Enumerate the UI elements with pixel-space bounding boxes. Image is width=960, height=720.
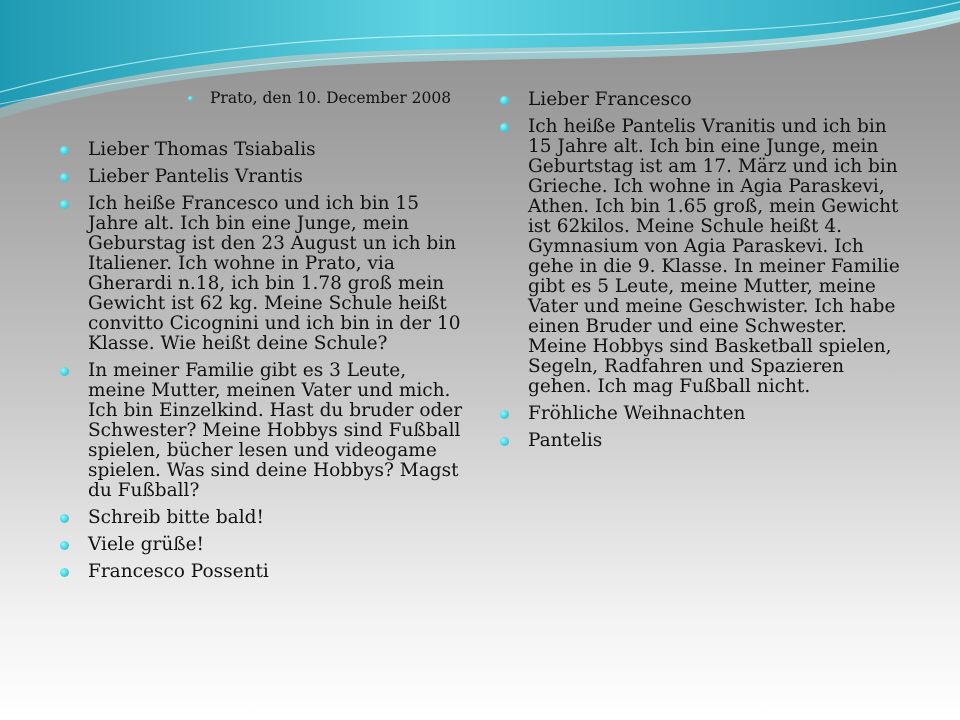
list-item-text: Lieber Pantelis Vrantis	[88, 166, 303, 187]
list-item-text: In meiner Familie gibt es 3 Leute, meine Mutter, meinen Vater und mich. Ich bin Einzelkind. Hast du bruder oder Schwester? Meine Hobbys sind Fußball spielen, bücher lesen und videogame spielen. Was sind deine Hobbys? Magst du Fußball?	[88, 360, 463, 501]
bullet-icon	[60, 541, 69, 550]
bullet-icon	[500, 123, 509, 132]
list-item-text: Fröhliche Weihnachten	[528, 403, 746, 424]
list-item-text: Ich heiße Pantelis Vranitis und ich bin 15 Jahre alt. Ich bin eine Junge, mein Geburtstag ist am 17. März und ich bin Grieche. Ich wohne in Agia Paraskevi, Athen. Ich bin 1.65 groß, mein Gewicht ist 62kilos. Meine Schule heißt 4. Gymnasium von Agia Paraskevi. Ich gehe in die 9. Klasse. In meiner Familie gibt es 5 Leute, meine Mutter, meine Vater und meine Geschwister. Ich habe einen Bruder und eine Schwester. Meine Hobbys sind Basketball spielen, Segeln, Radfahren und Spazieren gehen. Ich mag Fußball nicht.	[528, 116, 900, 397]
bullet-icon	[500, 410, 509, 419]
list-item-text: Francesco Possenti	[88, 561, 269, 582]
list-item	[58, 194, 468, 354]
list-item	[58, 508, 468, 528]
list-item	[58, 535, 468, 555]
list-item-text: Lieber Francesco	[528, 89, 692, 110]
bullet-icon	[60, 173, 69, 182]
list-item-text: Viele grüße!	[88, 534, 204, 555]
list-item-text: Lieber Thomas Tsiabalis	[88, 139, 316, 160]
bullet-icon	[60, 200, 69, 209]
right-letter-column	[498, 90, 908, 458]
list-item	[498, 404, 908, 424]
list-item	[58, 361, 468, 501]
date-line-item	[58, 88, 468, 108]
list-item	[498, 117, 908, 397]
list-item	[498, 90, 908, 110]
bullet-icon	[60, 367, 69, 376]
bullet-icon	[500, 96, 509, 105]
list-item	[58, 167, 468, 187]
list-item-text: Ich heiße Francesco und ich bin 15 Jahre alt. Ich bin eine Junge, mein Geburstag ist den 23 August un ich bin Italiener. Ich wohne in Prato, via Gherardi n.18, ich bin 1.78 groß mein Gewicht ist 62 kg. Meine Schule heißt convitto Cicognini und ich bin in der 10 Klasse. Wie heißt deine Schule?	[88, 193, 461, 354]
list-item-text: Schreib bitte bald!	[88, 507, 264, 528]
bullet-icon	[60, 568, 69, 577]
date-line-text: Prato, den 10. December 2008	[210, 89, 452, 107]
bullet-icon	[60, 514, 69, 523]
list-item	[498, 431, 908, 451]
list-item	[58, 140, 468, 160]
bullet-icon	[500, 437, 509, 446]
bullet-icon	[60, 146, 69, 155]
list-item-text: Pantelis	[528, 430, 603, 451]
list-item	[58, 562, 468, 582]
bullet-icon	[188, 96, 193, 101]
left-letter-column	[58, 88, 468, 589]
